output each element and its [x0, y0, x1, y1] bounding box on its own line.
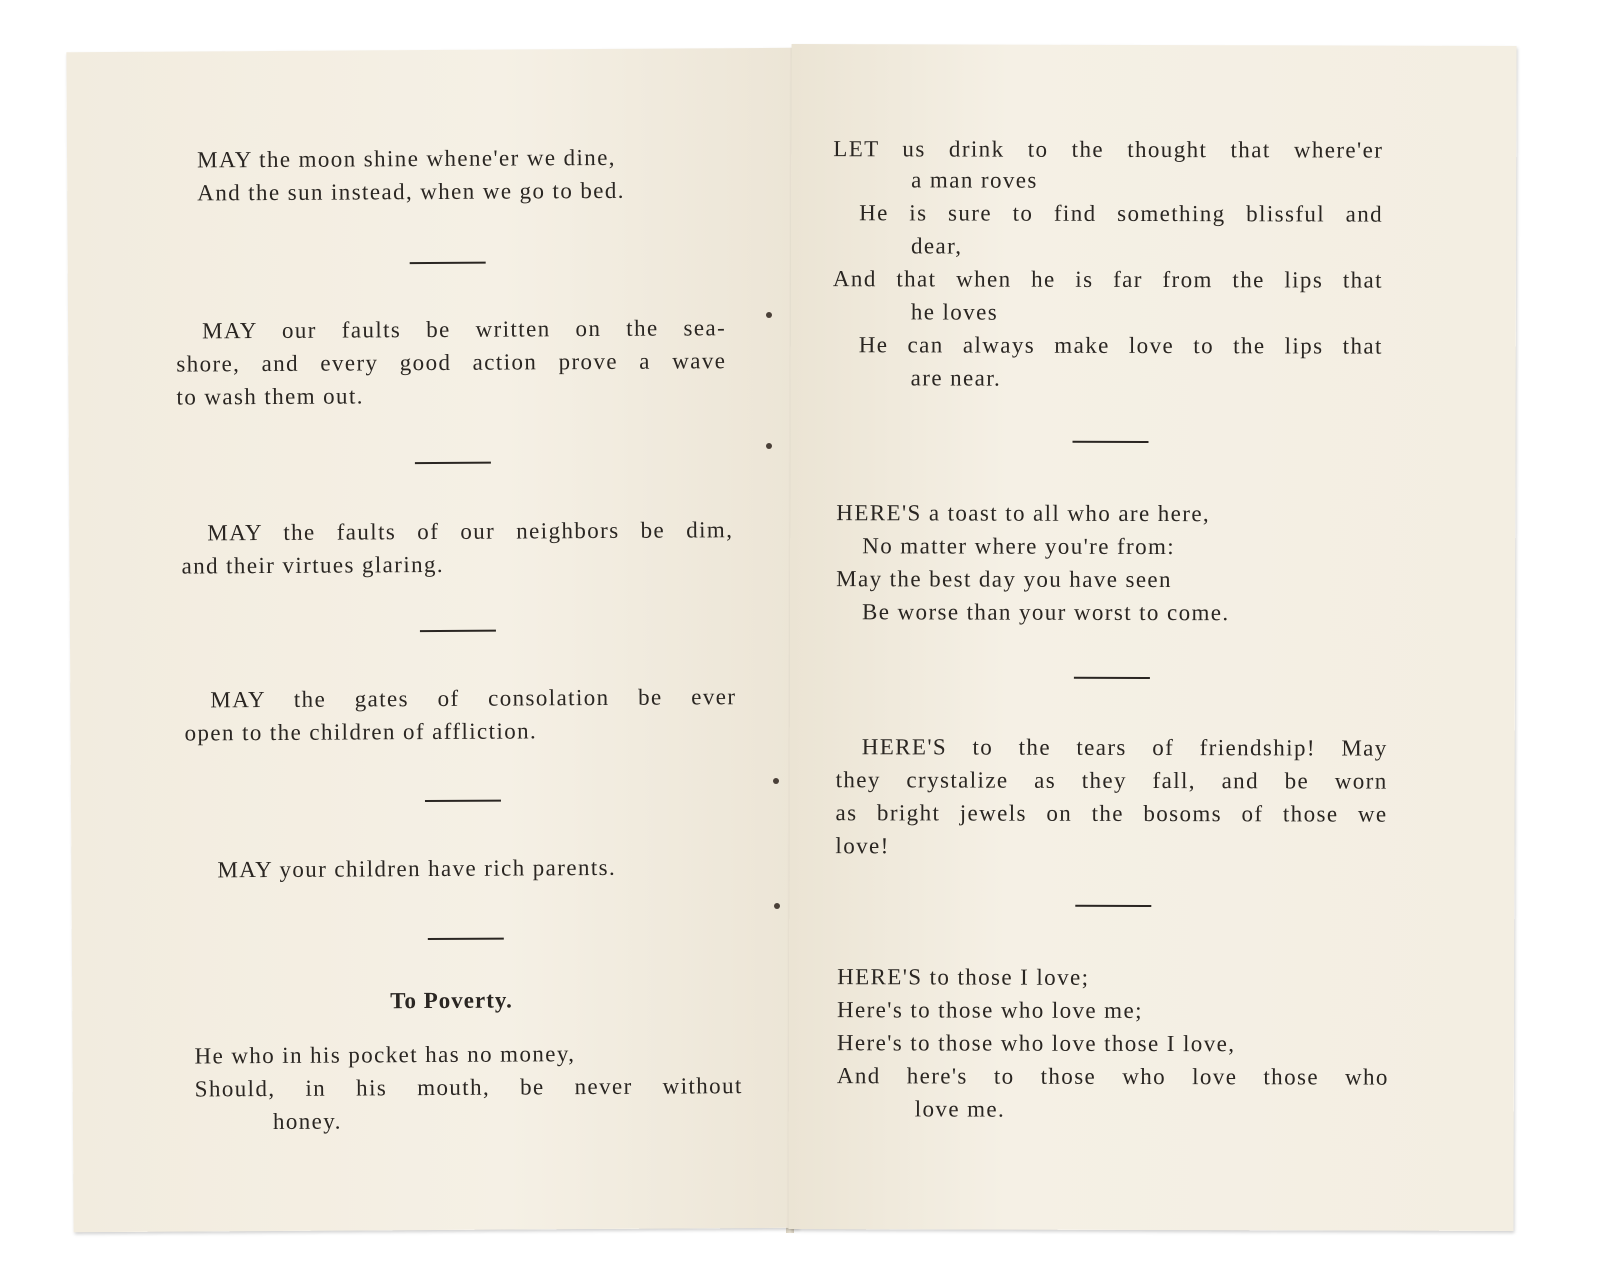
text-line: a man roves: [911, 167, 1038, 193]
text-line: as bright jewels on the bosoms of those we: [835, 800, 1388, 827]
toast-consolation: [184, 680, 736, 749]
text-line: dear,: [910, 233, 963, 259]
right-page: [788, 44, 1516, 1231]
text-line: MAY the moon shine whene'er we dine,: [196, 144, 616, 173]
text-line: shore, and every good action prove a wave: [176, 348, 727, 377]
divider-rule: [1075, 905, 1151, 907]
toast-tears-friendship: [835, 730, 1387, 863]
text-line: He can always make love to the lips that: [858, 332, 1383, 359]
text-line: And here's to those who love those who: [836, 1063, 1389, 1090]
text-line: May the best day you have seen: [836, 566, 1172, 593]
toast-those-i-love: [837, 960, 1389, 1126]
text-line: And that when he is far from the lips that: [832, 266, 1383, 293]
text-line: love me.: [914, 1096, 1006, 1122]
divider-rule: [1074, 677, 1150, 679]
staple-hole: [774, 903, 780, 909]
heading-to-poverty: To Poverty.: [390, 987, 513, 1014]
left-page: [66, 48, 798, 1232]
text-line: love!: [835, 833, 890, 859]
divider-rule: [428, 938, 504, 940]
text-line: And the sun instead, when we go to bed.: [197, 177, 625, 206]
text-line: MAY the gates of consolation be ever: [210, 684, 737, 713]
text-line: MAY your children have rich parents.: [217, 854, 617, 883]
text-line: to wash them out.: [176, 383, 364, 410]
toast-faults-seashore: [176, 311, 727, 413]
text-line: MAY the faults of our neighbors be dim,: [207, 517, 734, 546]
text-line: HERE'S to the tears of friendship! May: [861, 734, 1388, 761]
toast-neighbors: [181, 513, 733, 582]
toast-moon: [197, 140, 702, 209]
text-line: Here's to those who love me;: [836, 997, 1143, 1023]
toast-here-all: [836, 496, 1356, 629]
divider-rule: [1073, 441, 1149, 443]
text-line: LET us drink to the thought that where'er: [833, 136, 1384, 163]
toast-rich-parents: [217, 850, 737, 886]
text-line: Should, in his mouth, be never without: [194, 1073, 743, 1102]
text-line: Here's to those who love those I love,: [836, 1030, 1236, 1057]
text-line: honey.: [272, 1108, 342, 1134]
text-line: HERE'S to those I love;: [837, 964, 1090, 990]
toast-let-us-drink: [833, 132, 1384, 395]
text-line: they crystalize as they fall, and be worn: [835, 767, 1388, 794]
toast-poverty: [194, 1036, 743, 1138]
staple-hole: [766, 443, 772, 449]
text-line: HERE'S a toast to all who are here,: [836, 500, 1211, 527]
staple-hole: [773, 778, 779, 784]
text-line: open to the children of affliction.: [184, 718, 538, 746]
text-line: No matter where you're from:: [862, 533, 1176, 560]
divider-rule: [420, 630, 496, 632]
divider-rule: [410, 262, 486, 264]
text-line: are near.: [910, 365, 1002, 391]
text-line: MAY our faults be written on the sea-: [202, 315, 727, 344]
text-line: and their virtues glaring.: [181, 551, 445, 579]
text-line: He is sure to find something blissful and: [859, 200, 1384, 227]
divider-rule: [425, 800, 501, 802]
text-line: he loves: [910, 299, 999, 325]
staple-hole: [766, 312, 772, 318]
text-line: Be worse than your worst to come.: [862, 599, 1230, 626]
text-line: He who in his pocket has no money,: [194, 1041, 576, 1069]
divider-rule: [415, 462, 491, 464]
